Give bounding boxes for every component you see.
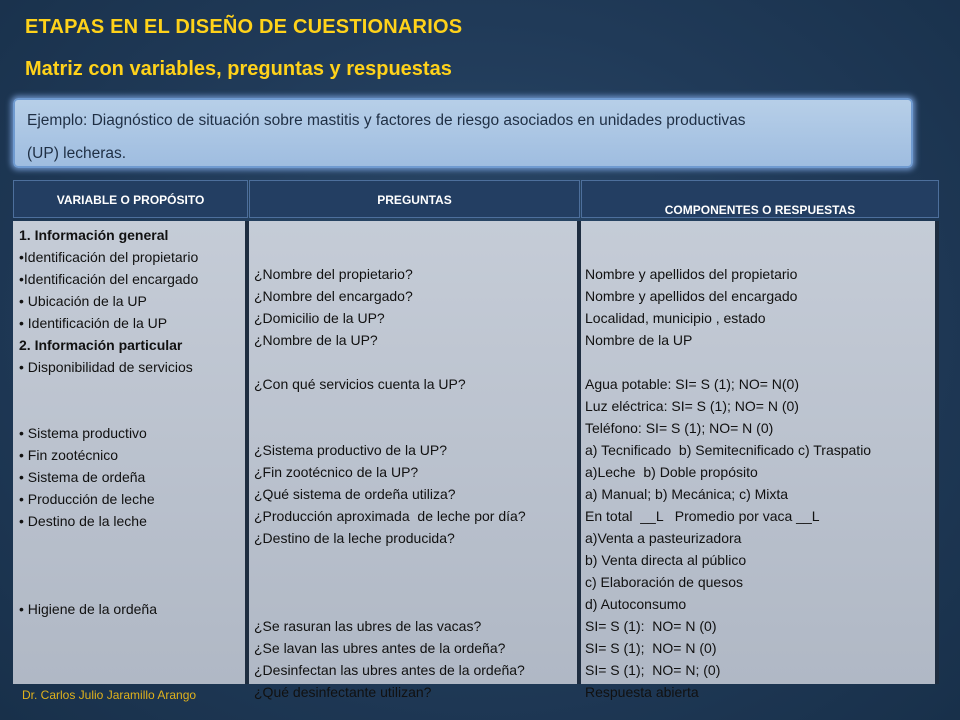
question-item — [254, 241, 577, 263]
example-line-2: (UP) lecheras. — [27, 145, 127, 162]
variable-item: • Fin zootécnico — [19, 447, 119, 463]
variable-item: • Sistema de ordeña — [19, 469, 146, 485]
answer-item: Localidad, municipio , estado — [585, 310, 766, 326]
answer-item: Luz eléctrica: SI= S (1); NO= N (0) — [585, 398, 799, 414]
variable-item — [19, 576, 245, 598]
question-item: ¿Desinfectan las ubres antes de la ordeña? — [254, 662, 525, 678]
variable-item: • Destino de la leche — [19, 513, 147, 529]
question-item — [254, 395, 577, 417]
variable-item: 1. Información general — [19, 227, 169, 243]
question-item: ¿Con qué servicios cuenta la UP? — [254, 376, 466, 392]
question-item: ¿Nombre del propietario? — [254, 266, 413, 282]
question-item: ¿Se lavan las ubres antes de la ordeña? — [254, 640, 506, 656]
example-line-1: Ejemplo: Diagnóstico de situación sobre mastitis y factores de riesgo asociados en unidades productivas — [27, 112, 746, 129]
answer-item: Nombre y apellidos del encargado — [585, 288, 798, 304]
question-item: ¿Destino de la leche producida? — [254, 530, 455, 546]
variable-item — [19, 400, 245, 422]
variable-item: 2. Información particular — [19, 337, 183, 353]
answer-item: SI= S (1); NO= N (0) — [585, 640, 717, 656]
variable-item — [19, 378, 245, 400]
question-item: ¿Sistema productivo de la UP? — [254, 442, 447, 458]
question-item: ¿Fin zootécnico de la UP? — [254, 464, 419, 480]
question-item — [254, 571, 577, 593]
page-title: ETAPAS EN EL DISEÑO DE CUESTIONARIOS — [25, 16, 463, 38]
variable-item: •Identificación del encargado — [19, 271, 199, 287]
answer-item: En total __L Promedio por vaca __L — [585, 508, 820, 524]
question-item: ¿Nombre de la UP? — [254, 332, 378, 348]
answer-item: SI= S (1): NO= N (0) — [585, 618, 717, 634]
answer-item — [585, 351, 935, 373]
answer-item: Teléfono: SI= S (1); NO= N (0) — [585, 420, 774, 436]
answer-item: a)Leche b) Doble propósito — [585, 464, 758, 480]
header-variable: VARIABLE O PROPÓSITO — [13, 180, 248, 218]
answer-item: SI= S (1); NO= N; (0) — [585, 662, 721, 678]
answer-item: d) Autoconsumo — [585, 596, 687, 612]
question-item: ¿Nombre del encargado? — [254, 288, 413, 304]
page-subtitle: Matriz con variables, preguntas y respuestas — [25, 58, 452, 80]
question-item: ¿Producción aproximada de leche por día? — [254, 508, 526, 524]
variable-item: • Disponibilidad de servicios — [19, 359, 193, 375]
answer-item: b) Venta directa al público — [585, 552, 747, 568]
answer-item: Agua potable: SI= S (1); NO= N(0) — [585, 376, 799, 392]
question-item: ¿Qué sistema de ordeña utiliza? — [254, 486, 456, 502]
variable-item: • Higiene de la ordeña — [19, 601, 157, 617]
answer-item: c) Elaboración de quesos — [585, 574, 743, 590]
header-answers: COMPONENTES O RESPUESTAS — [581, 180, 939, 218]
question-item — [254, 351, 577, 373]
header-questions: PREGUNTAS — [249, 180, 580, 218]
question-item: ¿Domicilio de la UP? — [254, 310, 385, 326]
answer-item — [585, 241, 935, 263]
variable-item: • Producción de leche — [19, 491, 155, 507]
variable-item: •Identificación del propietario — [19, 249, 199, 265]
answers-column — [581, 221, 939, 700]
question-item — [254, 417, 577, 439]
variable-item — [19, 554, 245, 576]
variable-item — [19, 532, 245, 554]
variables-column — [13, 221, 249, 684]
answer-item: a)Venta a pasteurizadora — [585, 530, 742, 546]
answer-item: Nombre y apellidos del propietario — [585, 266, 798, 282]
question-item: ¿Se rasuran las ubres de las vacas? — [254, 618, 482, 634]
question-item — [254, 593, 577, 615]
answer-item: Nombre de la UP — [585, 332, 693, 348]
answer-item: a) Tecnificado b) Semitecnificado c) Traspatio — [585, 442, 872, 458]
question-item: ¿Qué desinfectante utilizan? — [254, 684, 432, 700]
example-box — [13, 98, 913, 168]
author-footer: Dr. Carlos Julio Jaramillo Arango — [22, 688, 197, 702]
question-item — [254, 549, 577, 571]
answer-item: a) Manual; b) Mecánica; c) Mixta — [585, 486, 789, 502]
variable-item: • Identificación de la UP — [19, 315, 168, 331]
questions-column — [249, 221, 581, 700]
variable-item: • Ubicación de la UP — [19, 293, 147, 309]
answer-item: Respuesta abierta — [585, 684, 699, 700]
variable-item: • Sistema productivo — [19, 425, 147, 441]
